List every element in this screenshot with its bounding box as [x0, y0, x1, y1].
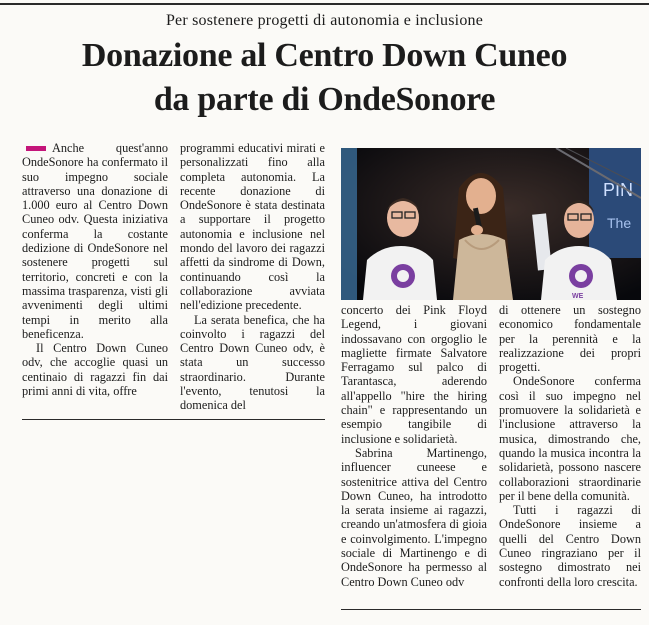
paragraph: La serata benefica, che ha coinvolto i ragazzi del Centro Down Cuneo odv, è stata un successo straordinario. Durante l'evento, tenutosi la domenica del [180, 312, 325, 413]
paragraph: OndeSonore conferma così il suo impegno nel promuovere la solidarietà e l'inclusione attraverso la musica, dimostrando che, quando la musica incontra la solidarietà, possono nascere collaborazioni straordinarie per il bene della comunità. [499, 374, 641, 503]
paragraph: concerto dei Pink Floyd Legend, i giovani indossavano con orgoglio le magliette firmate Salvatore Ferragamo sul palco di Tarantasca, aderendo all'appello "hire the hiring chain" e rappresentando un esempio tangibile di inclusione e solidarietà. [341, 303, 487, 446]
article-column-2 [180, 141, 325, 413]
article-end-rule [341, 609, 641, 610]
paragraph: Tutti i ragazzi di OndeSonore insieme a quelli del Centro Down Cuneo ringraziano per il sostegno dimostrato nei confronti della loro crescita. [499, 503, 641, 589]
event-photo [341, 148, 641, 300]
article-column-4 [499, 303, 641, 589]
section-marker-icon [26, 146, 46, 151]
headline-line-1: Donazione al Centro Down Cuneo [81, 37, 568, 74]
article-column-1 [22, 141, 168, 398]
paragraph [22, 141, 168, 341]
top-rule [0, 3, 649, 5]
paragraph-text: Anche quest'anno OndeSonore ha confermato il suo impegno sociale attraverso una donazione di 1.000 euro al Centro Down Cuneo odv. Questa iniziativa conferma la costante dedizione di OndeSonore nel sostenere progetti sul territorio, concreti e con la massima trasparenza, visti gli avvenimenti degli ultimi tempi in merito alla beneficenza. [22, 141, 168, 341]
paragraph: Il Centro Down Cuneo odv, che accoglie quasi un centinaio di ragazzi fin dai primi anni di vita, offre [22, 341, 168, 399]
backdrop-text: The [607, 215, 632, 231]
event-photo-illustration [341, 148, 641, 300]
headline-line-2: da parte di OndeSonore [153, 81, 496, 118]
column-divider-rule [22, 419, 325, 420]
kicker: Per sostenere progetti di autonomia e inclusione [165, 12, 484, 29]
backdrop-text: PIN [603, 180, 634, 200]
paragraph: Sabrina Martinengo, influencer cuneese e sostenitrice attiva del Centro Down Cuneo, ha introdotto la serata insieme ai ragazzi, creando un'atmosfera di gioia e coinvolgimento. L'impegno sociale di Martinengo e di OndeSonore ha permesso al Centro Down Cuneo odv [341, 445, 487, 589]
paragraph: programmi educativi mirati e personalizzati fino alla completa autonomia. La recente donazione di OndeSonore è stata destinata a supportare il progetto autonomia e inclusione nel mondo del lavoro dei ragazzi affetti da sindrome di Down, continuando così la collaborazione avviata nell'edizione precedente. [180, 141, 325, 313]
article-column-3 [341, 303, 487, 589]
headline [0, 34, 649, 122]
shirt-print: WE [572, 293, 584, 300]
paragraph: di ottenere un sostegno economico fondamentale per la perennità e la realizzazione dei propri progetti. [499, 303, 641, 375]
